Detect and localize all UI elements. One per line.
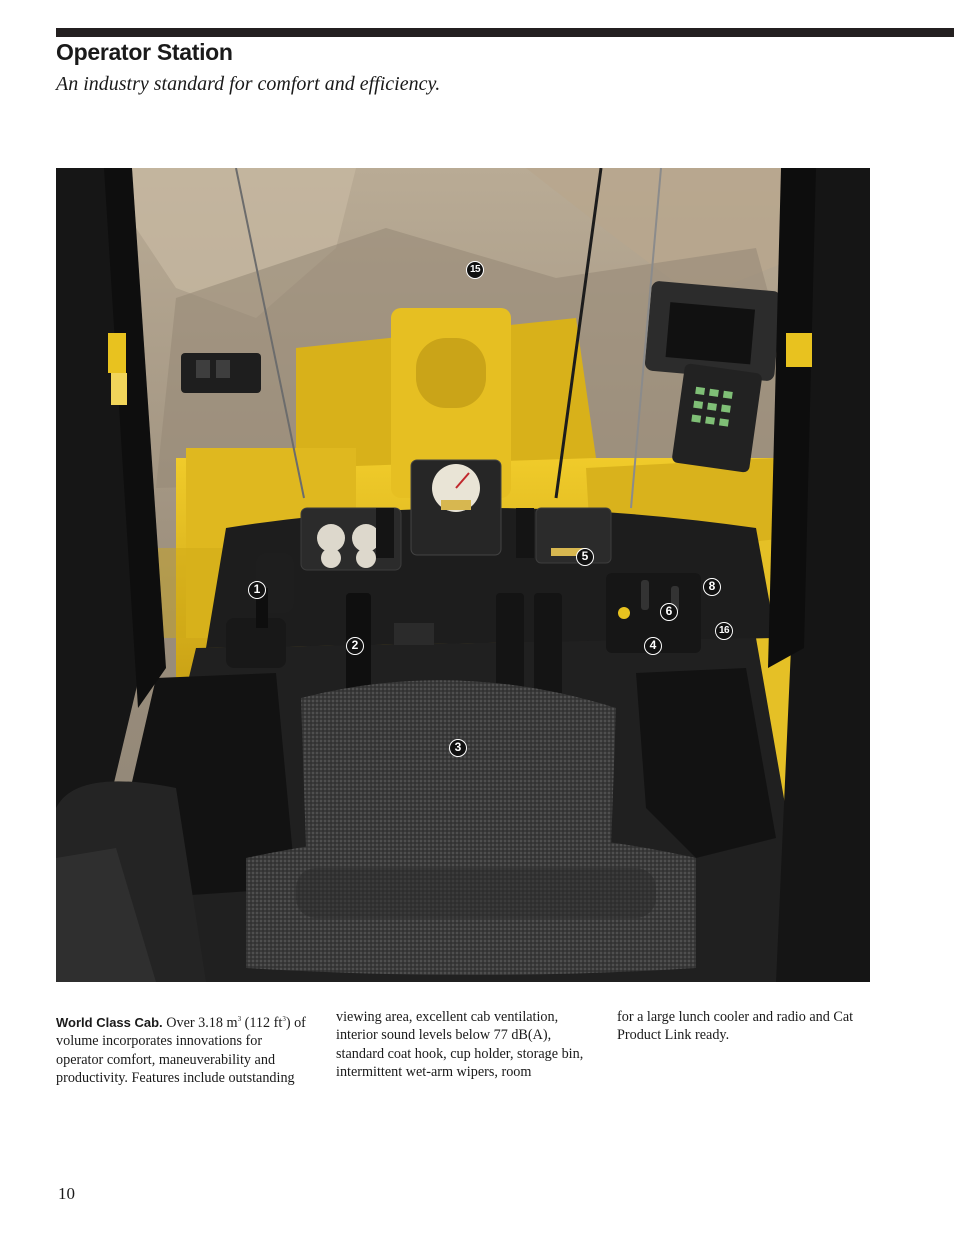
callout-15: 15 [466,261,484,279]
body-column-3 [617,1008,872,1045]
operator-cab-photo [56,168,870,982]
page-title: Operator Station [56,39,233,65]
superscript-cubed: 3 [237,1015,242,1023]
callout-3: 3 [449,739,467,757]
callout-2: 2 [346,637,364,655]
lead-heading: World Class Cab. [56,1015,163,1030]
body-column-1 [56,1014,311,1088]
callout-4: 4 [644,637,662,655]
body-paragraph-3: for a large lunch cooler and radio and Cat Product Link ready. [617,1009,854,1044]
superscript-cubed: 3 [282,1015,286,1023]
page-subtitle: An industry standard for comfort and efficiency. [56,73,441,95]
callout-16: 16 [715,622,733,640]
page-number: 10 [58,1184,75,1203]
callout-6: 6 [660,603,678,621]
cab-illustration [56,168,870,982]
top-rule [56,28,954,37]
body-text-1a: Over 3.18 m [162,1015,238,1031]
callout-1: 1 [248,581,266,599]
callout-5: 5 [576,548,594,566]
body-paragraph-2: viewing area, excellent cab ventilation, interior sound levels below 77 dB(A), standard coat hook, cup holder, storage bin, intermittent wet-arm wipers, room [336,1009,584,1081]
body-text-1c: ) of volume incorporates innovations for operator comfort, maneuverability and productivity. Features include outstanding [56,1015,306,1087]
body-paragraph-1 [56,1014,311,1088]
body-column-2 [336,1008,591,1082]
callout-8: 8 [703,578,721,596]
body-text-1b: (112 ft [241,1015,283,1031]
